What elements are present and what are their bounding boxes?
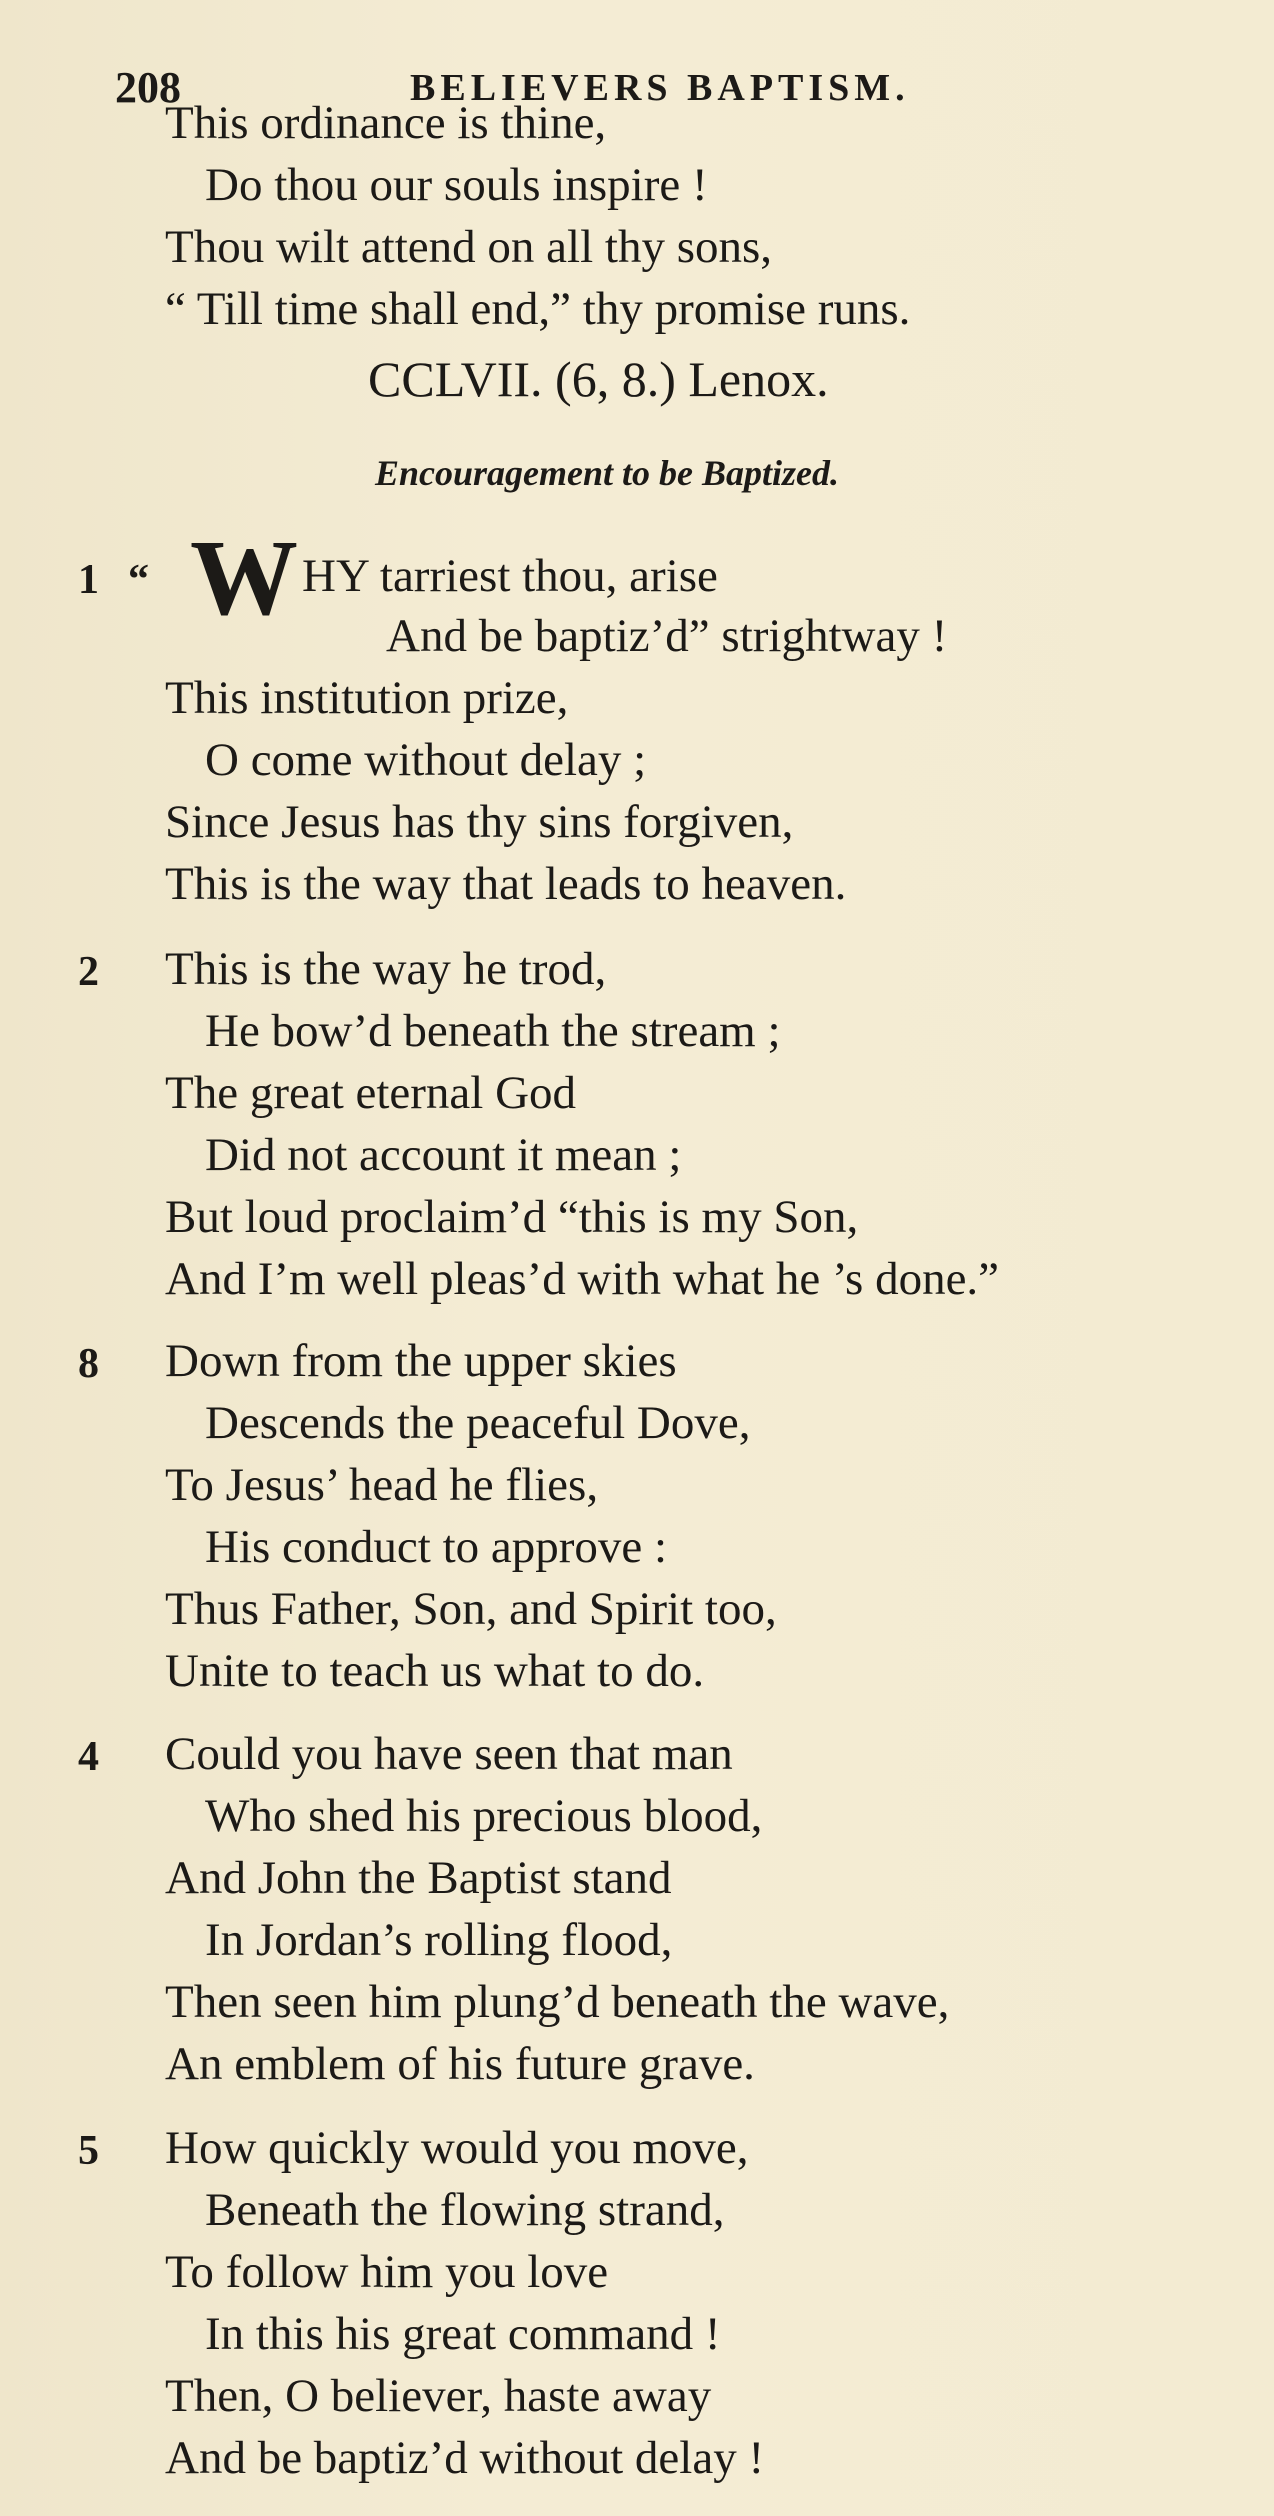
verse-line: Then, O believer, haste away — [165, 2370, 712, 2422]
verse-line: An emblem of his future grave. — [165, 2038, 755, 2090]
verse-number: 8 — [78, 1341, 99, 1387]
verse-number: 2 — [78, 949, 99, 995]
verse-line: Beneath the flowing strand, — [205, 2184, 725, 2236]
opening-quote: “ — [128, 557, 149, 603]
verse-line: How quickly would you move, — [165, 2122, 749, 2174]
running-head: BELIEVERS BAPTISM. — [410, 67, 910, 109]
verse-number: 4 — [78, 1734, 99, 1780]
verse-line: Since Jesus has thy sins forgiven, — [165, 796, 794, 848]
verse-number: 5 — [78, 2128, 99, 2174]
verse-line: Unite to teach us what to do. — [165, 1645, 705, 1697]
prev-hymn-line: Thou wilt attend on all thy sons, — [165, 221, 773, 273]
verse-line: This is the way that leads to heaven. — [165, 858, 847, 910]
verse-line: To follow him you love — [165, 2246, 609, 2298]
verse-line: And I’m well pleas’d with what he ’s done.” — [165, 1253, 1000, 1305]
verse-line: To Jesus’ head he flies, — [165, 1459, 599, 1511]
hymn-subtitle: Encouragement to be Baptized. — [375, 453, 840, 493]
verse-line: HY tarriest thou, arise — [302, 550, 718, 602]
verse-line: And John the Baptist stand — [165, 1852, 672, 1904]
verse-line: This is the way he trod, — [165, 943, 607, 995]
page-number: 208 — [115, 63, 181, 112]
verse-line: Descends the peaceful Dove, — [205, 1397, 751, 1449]
verse-line: This institution prize, — [165, 672, 569, 724]
verse-line: Down from the upper skies — [165, 1335, 677, 1387]
verse-line: Did not account it mean ; — [205, 1129, 682, 1181]
prev-hymn-line: This ordinance is thine, — [165, 97, 607, 149]
verse-line: His conduct to approve : — [205, 1521, 668, 1573]
prev-hymn-line: “ Till time shall end,” thy promise runs. — [165, 283, 911, 335]
verse-line: In this his great command ! — [205, 2308, 721, 2360]
verse-line: Could you have seen that man — [165, 1728, 733, 1780]
verse-line: In Jordan’s rolling flood, — [205, 1914, 673, 1966]
hymn-title: CCLVII. (6, 8.) Lenox. — [368, 351, 829, 407]
verse-line: Then seen him plung’d beneath the wave, — [165, 1976, 950, 2028]
verse-number: 1 — [78, 557, 99, 603]
verse-line: Who shed his precious blood, — [205, 1790, 763, 1842]
verse-line: But loud proclaim’d “this is my Son, — [165, 1191, 859, 1243]
drop-cap: W — [190, 519, 298, 638]
verse-line: And be baptiz’d” strightway ! — [386, 610, 948, 662]
prev-hymn-line: Do thou our souls inspire ! — [205, 159, 708, 211]
verse-line: And be baptiz’d without delay ! — [165, 2432, 765, 2484]
verse-line: The great eternal God — [165, 1067, 577, 1119]
verse-line: Thus Father, Son, and Spirit too, — [165, 1583, 777, 1635]
verse-line: He bow’d beneath the stream ; — [205, 1005, 781, 1057]
verse-line: O come without delay ; — [205, 734, 647, 786]
